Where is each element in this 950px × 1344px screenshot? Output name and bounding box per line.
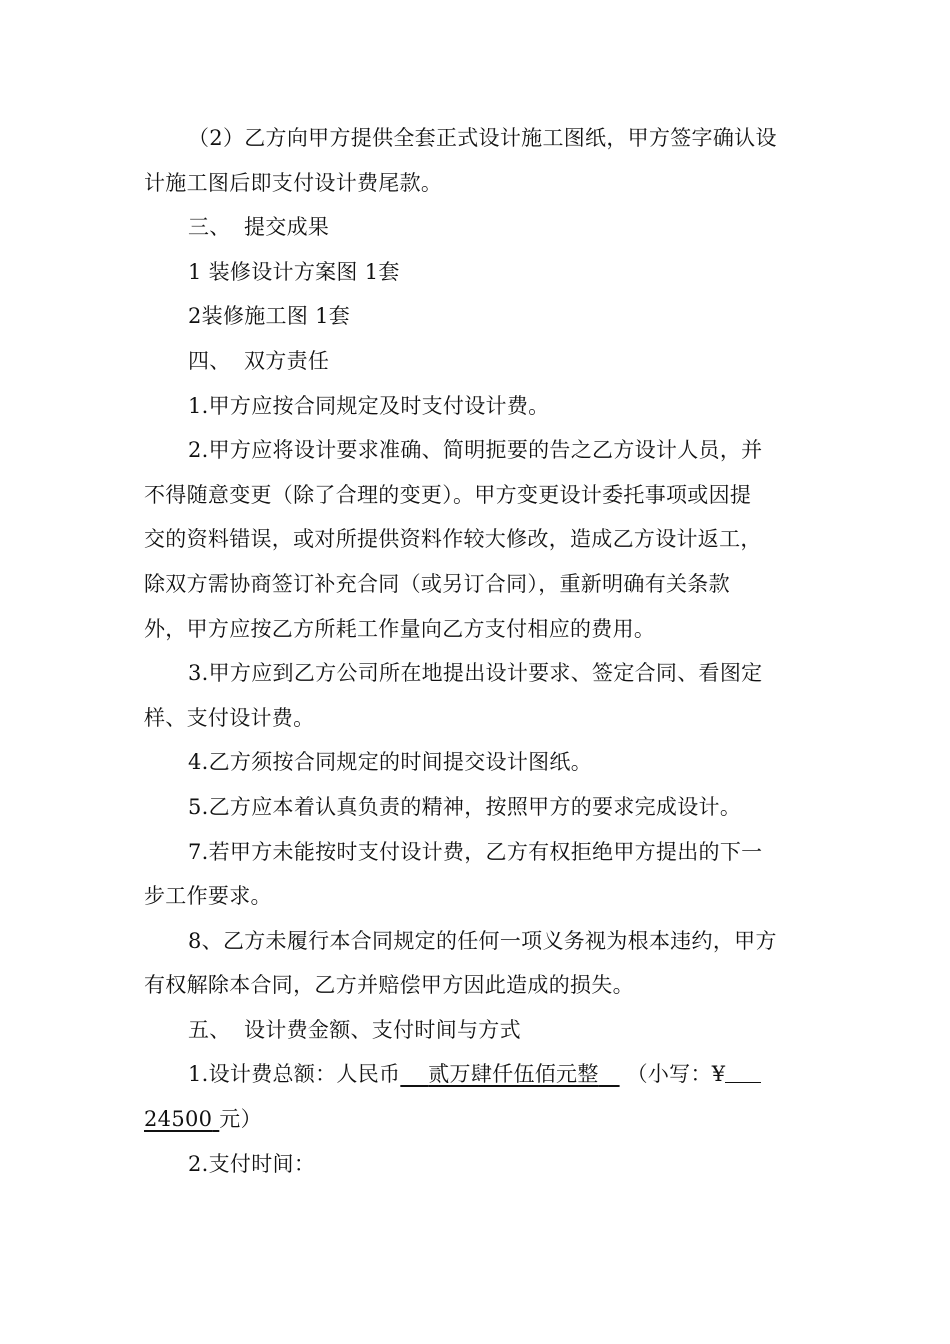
section-title: 设计费金额、支付时间与方式 <box>244 1017 521 1042</box>
section-heading-3 <box>144 205 809 250</box>
paragraph-line: 4.乙方须按合同规定的时间提交设计图纸。 <box>188 750 593 775</box>
paragraph-line: 不得随意变更（除了合理的变更）。甲方变更设计委托事项或因提 <box>144 482 752 507</box>
paragraph-line: 除双方需协商签订补充合同（或另订合同），重新明确有关条款 <box>144 571 730 596</box>
paragraph-line: 1.甲方应按合同规定及时支付设计费。 <box>188 393 550 418</box>
paragraph-line: 1 装修设计方案图 1套 <box>188 259 400 284</box>
section-title: 提交成果 <box>244 215 330 240</box>
fee-amount-words: 贰万肆仟伍佰元整 <box>428 1062 599 1087</box>
fee-label: 1.设计费总额：人民币 <box>188 1062 401 1087</box>
underline-blank <box>725 1058 761 1083</box>
fee-unit: 元） <box>219 1107 262 1132</box>
paragraph-line: 3.甲方应到乙方公司所在地提出设计要求、签定合同、看图定 <box>188 661 763 686</box>
paragraph-line: 5.乙方应本着认真负责的精神，按照甲方的要求完成设计。 <box>188 794 742 819</box>
paragraph-line: 有权解除本合同，乙方并赔偿甲方因此造成的损失。 <box>144 973 634 998</box>
paragraph-line: （2）乙方向甲方提供全套正式设计施工图纸，甲方签字确认设 <box>188 126 777 150</box>
paragraph-line: 计施工图后即支付设计费尾款。 <box>144 170 443 195</box>
section-heading-5 <box>144 1008 809 1053</box>
section-number: 三、 <box>188 215 231 240</box>
paragraph-line: 2装修施工图 1套 <box>188 304 351 329</box>
section-title: 双方责任 <box>244 348 330 373</box>
paragraph-line: 2.甲方应将设计要求准确、简明扼要的告之乙方设计人员，并 <box>188 438 763 463</box>
paragraph-line: 样、支付设计费。 <box>144 705 315 730</box>
fee-small-label: （小写：¥ <box>626 1062 726 1087</box>
paragraph-line: 步工作要求。 <box>144 884 272 909</box>
fee-total-line <box>144 1052 809 1097</box>
section-heading-4 <box>144 339 809 384</box>
section-number: 五、 <box>188 1017 231 1042</box>
paragraph-line: 8、乙方未履行本合同规定的任何一项义务视为根本违约，甲方 <box>188 928 777 953</box>
paragraph-line: 7.若甲方未能按时支付设计费，乙方有权拒绝甲方提出的下一 <box>188 839 763 864</box>
paragraph-line: 交的资料错误，或对所提供资料作较大修改，造成乙方设计返工， <box>144 527 762 552</box>
section-number: 四、 <box>188 348 231 373</box>
document-body <box>144 116 809 1186</box>
fee-amount-number: 24500 <box>144 1107 213 1132</box>
payment-time-line: 2.支付时间： <box>188 1151 316 1176</box>
paragraph-line: 外，甲方应按乙方所耗工作量向乙方支付相应的费用。 <box>144 616 656 641</box>
fee-number-line <box>144 1097 809 1142</box>
